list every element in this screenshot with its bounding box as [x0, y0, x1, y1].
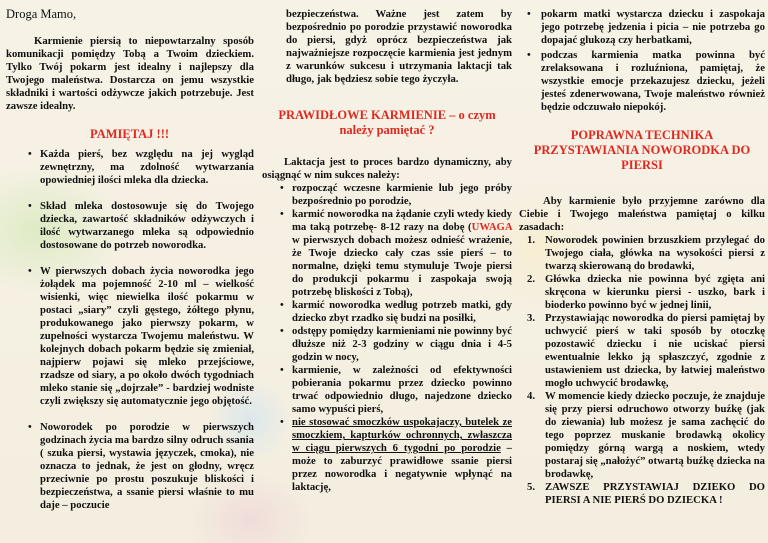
- step-item: [519, 273, 765, 312]
- column-left: [6, 8, 254, 525]
- list-item: • Noworodek po porodzie w pierwszych godzinach życia ma bardzo silny odruch ssania ( szuka piersi, wystawia języczek, cmoka), nie oznacza to jednak, że jest on głodny, wręcz przeciwnie po prostu poszukuje bliskości i bezpieczeństwa, a ssanie piersi właśnie to mu daje – poczucie: [6, 421, 254, 512]
- list-item: • odstępy pomiędzy karmieniami nie powinny być dłuższe niż 2-3 godziny w ciągu dnia i 4-5 godzin w nocy,: [262, 325, 512, 364]
- step-text: Główka dziecka nie powinna być zgięta ani skręcona w kierunku piersi - uszko, bark i bioderko powinno być w jednej linii,: [545, 273, 765, 311]
- continued-paragraph: bezpieczeństwa. Ważne jest zatem by bezpośrednio po porodzie przystawić noworodka do piersi, gdyż oprócz bezpieczeństwa jak najważniejsze rozpoczęcie karmienia jest jednym z warunków sukcesu i utrzymania laktacji tak długo, jak będziesz sobie tego życzyła.: [286, 8, 512, 85]
- step-item: [519, 390, 765, 481]
- step-item: [519, 312, 765, 390]
- column-middle: [262, 8, 512, 494]
- list-item: • karmienie, w zależności od efektywności pobierania pokarmu przez dziecko powinno trwać odpowiednio długo, najedzone dziecko samo wypuści pierś,: [262, 364, 512, 416]
- list-item: • rozpocząć wczesne karmienie lub jego próby bezpośrednio po porodzie,: [262, 182, 512, 208]
- step-number: 3.: [527, 312, 536, 324]
- list-item-text: w pierwszych dobach możesz odnieść wrażenie, że Twoje dziecko cały czas ssie pierś – to normalne, dzięki temu stymuluje Twoje piersi do produkcji pokarmu i zaspokaja swoją potrzebę bliskości z Tobą),: [292, 234, 512, 298]
- greeting-comma: ,: [73, 7, 77, 21]
- remember-list: [6, 148, 254, 512]
- step-number: 1.: [527, 234, 536, 246]
- feeding-heading: PRAWIDŁOWE KARMIENIE – o czym należy pamiętać ?: [278, 108, 496, 137]
- feeding-list: [262, 182, 512, 494]
- greeting: [6, 8, 254, 21]
- step-text: ZAWSZE PRZYSTAWIAJ DZIEKO DO PIERSI A NIE PIERŚ DO DZIECKA !: [545, 481, 765, 506]
- feeding-list-continued: [519, 8, 765, 114]
- greeting-text: Droga Mamo: [6, 7, 73, 21]
- step-text: Noworodek powinien brzuszkiem przylegać do Twojego ciała, główka na wysokości piersi z twarzą skierowaną do brodawki,: [545, 234, 765, 272]
- list-item: [262, 208, 512, 299]
- remember-heading: PAMIĘTAJ !!!: [90, 127, 170, 141]
- step-number: 5.: [527, 481, 536, 493]
- underlined-warning: nie stosować smoczków uspokajaczy, butelek ze smoczkiem, kapturków ochronnych, zwłaszcza w ciągu pierwszych 6 tygodni po porodzie: [292, 416, 512, 454]
- intro-paragraph: Karmienie piersią to niepowtarzalny sposób komunikacji pomiędzy Tobą a Twoim dzieckiem. Tylko Twój pokarm jest idealny i najlepszy dla Twojego maleństwa. Dostarcza on jemu wszystkie składniki i wartości odżywcze jakich potrzebuje. Jest zawsze idealny.: [6, 35, 254, 112]
- technique-heading: POPRAWNA TECHNIKA PRZYSTAWIANIA NOWORODKA DO PIERSI: [533, 128, 751, 172]
- list-item: • W pierwszych dobach życia noworodka jego żołądek ma pojemność 2-10 ml – wielkość wisienki, więc niewielka ilość pokarmu w postaci „siary” czyli gęstego, żółtego płynu, produkowanego jako pierwszy pokarm, w zupełności wystarcza Twojemu maleństwu. W kolejnych dobach pokarm będzie się zmieniał, najpierw pojawi się mleko przejściowe, rzadsze od siary, a po około dwóch tygodniach mleko stanie się „dojrzałe” - bardziej wodniste czyli zwiększy się automatycznie jego objętość.: [6, 265, 254, 408]
- list-item: • podczas karmienia matka powinna być zrelaksowana i rozluźniona, pamiętaj, że wszystkie emocje przekazujesz dziecku, jeżeli jesteś zdenerwowana, Twoje maleństwo również będzie odczuwało niepokój.: [519, 49, 765, 114]
- list-item: [262, 416, 512, 494]
- list-item-text: karmić noworodka na żądanie czyli wtedy kiedy ma taką potrzebę- 8-12 razy na dobę (: [292, 208, 512, 233]
- technique-steps: [519, 234, 765, 507]
- warning-label: UWAGA: [471, 221, 512, 233]
- step-text: W momencie kiedy dziecko poczuje, że znajduje się przy piersi odruchowo otworzy buźkę (jak do ziewania) lub możesz je sama zachęcić do tego poprzez muskanie brodawką okolicy pomiędzy górną wargą a noskiem, wtedy postaraj się „nałożyć” otwartą buźkę dziecka na brodawkę,: [545, 390, 765, 480]
- technique-lead: Aby karmienie było przyjemne zarówno dla Ciebie i Twojego maleństwa pamiętaj o kilku zasadach:: [519, 195, 765, 233]
- column-right: [519, 8, 765, 507]
- feeding-lead: Laktacja jest to proces bardzo dynamiczny, aby osiągnąć w nim sukces należy:: [262, 156, 512, 181]
- list-item: • karmić noworodka według potrzeb matki, gdy dziecko zbyt rzadko się budzi na posiłki,: [262, 299, 512, 325]
- step-number: 2.: [527, 273, 536, 285]
- list-item: • Skład mleka dostosowuje się do Twojego dziecka, zawartość składników odżywczych i ilość wytwarzanego mleka są odpowiednio dostosowane do potrzeb noworodka.: [6, 200, 254, 252]
- step-number: 4.: [527, 390, 536, 402]
- list-item-text: – może to zaburzyć prawidłowe ssanie piersi przez noworodka i negatywnie wpłynąć na laktację,: [292, 442, 512, 493]
- list-item: • Każda pierś, bez względu na jej wygląd zewnętrzny, ma zdolność wytwarzania opowiedniej ilości mleka dla dziecka.: [6, 148, 254, 187]
- step-text: Przystawiając noworodka do piersi pamiętaj by uchwycić pierś w taki sposób by otoczkę pozostawić dziecku i nie uciskać piersi ewentualnie lekko ją spłaszczyć, zgodnie z ustawieniem ust dziecka, by łatwiej maleństwo mogło uchwycić brodawkę,: [545, 312, 765, 389]
- step-item: [519, 234, 765, 273]
- step-item: [519, 481, 765, 507]
- list-item: • pokarm matki wystarcza dziecku i zaspokaja jego potrzebę jedzenia i picia – nie potrzeba go dopajać glukozą czy herbatkami,: [519, 8, 765, 47]
